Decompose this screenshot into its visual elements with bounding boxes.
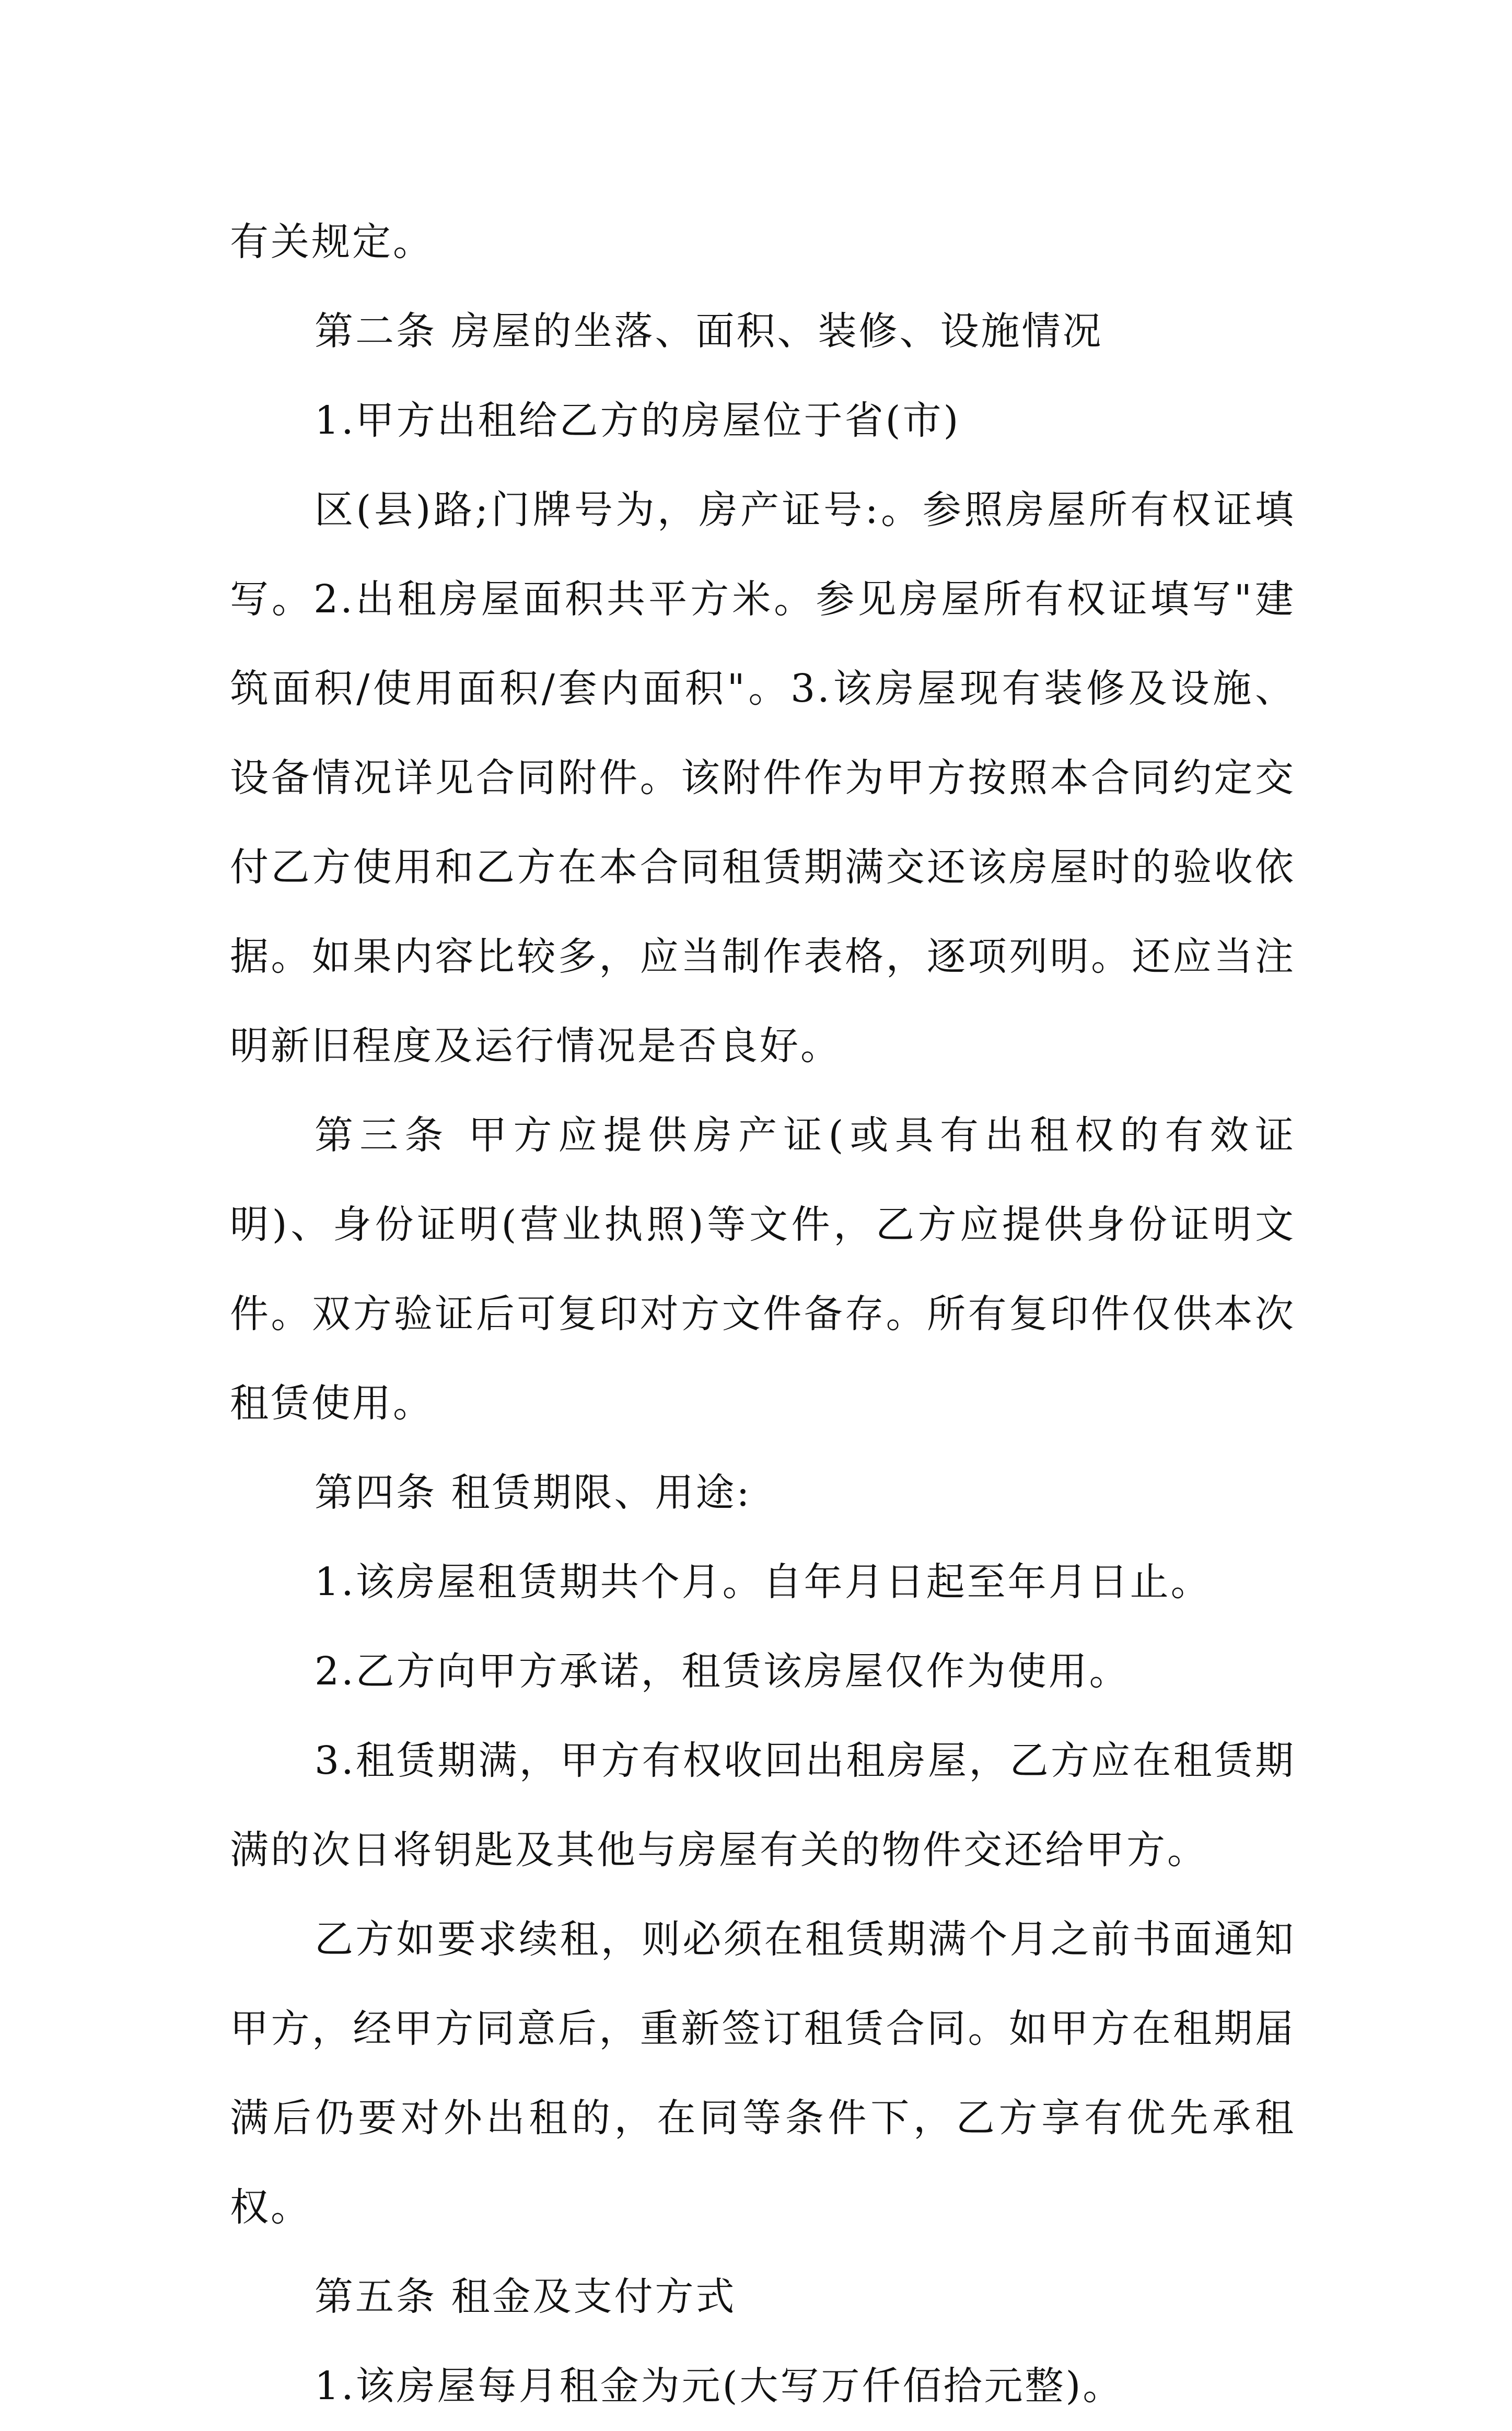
paragraph-article-2-heading: 第二条 房屋的坐落、面积、装修、设施情况 bbox=[315, 309, 1103, 354]
paragraph-article-4-heading: 第四条 租赁期限、用途: bbox=[315, 1470, 752, 1515]
paragraph-article-5-item-1: 1.该房屋每月租金为元(大写万仟佰拾元整)。 bbox=[315, 2364, 1124, 2409]
paragraph-article-5-heading: 第五条 租金及支付方式 bbox=[315, 2274, 737, 2319]
paragraph-article-4-renewal: 乙方如要求续租，则必须在租赁期满个月之前书面通知甲方，经甲方同意后，重新签订租赁合同。如甲方在租期届满后仍要对外出租的，在同等条件下，乙方享有优先承租权。 bbox=[230, 1917, 1296, 2230]
document-body bbox=[230, 197, 1296, 2431]
paragraph-article-4-item-1: 1.该房屋租赁期共个月。自年月日起至年月日止。 bbox=[315, 1560, 1212, 1604]
paragraph-article-2-item-1: 1.甲方出租给乙方的房屋位于省(市) bbox=[315, 398, 961, 443]
paragraph-article-4-item-2: 2.乙方向甲方承诺，租赁该房屋仅作为使用。 bbox=[315, 1649, 1130, 1694]
paragraph-continued-regulations: 有关规定。 bbox=[230, 219, 434, 264]
paragraph-article-2-details: 区(县)路;门牌号为，房产证号:。参照房屋所有权证填写。2.出租房屋面积共平方米。参见房屋所有权证填写"建筑面积/使用面积/套内面积"。3.该房屋现有装修及设施、设备情况详见合同附件。该附件作为甲方按照本合同约定交付乙方使用和乙方在本合同租赁期满交还该房屋时的验收依据。如果内容比较多，应当制作表格，逐项列明。还应当注明新旧程度及运行情况是否良好。 bbox=[230, 487, 1296, 1068]
paragraph-article-3: 第三条 甲方应提供房产证(或具有出租权的有效证明)、身份证明(营业执照)等文件，乙方应提供身份证明文件。双方验证后可复印对方文件备存。所有复印件仅供本次租赁使用。 bbox=[230, 1113, 1296, 1426]
paragraph-article-4-item-3: 3.租赁期满，甲方有权收回出租房屋，乙方应在租赁期满的次日将钥匙及其他与房屋有关的物件交还给甲方。 bbox=[230, 1738, 1296, 1872]
